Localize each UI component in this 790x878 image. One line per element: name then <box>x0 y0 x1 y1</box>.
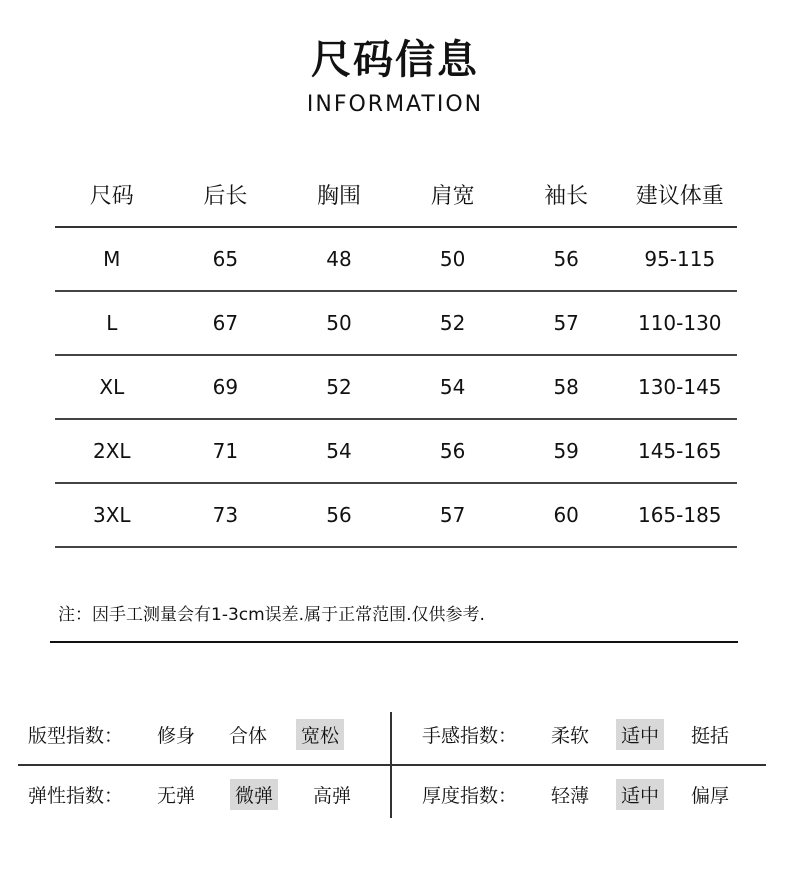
table-cell: 3XL <box>93 503 131 527</box>
table-cell: 58 <box>553 375 579 399</box>
table-cell: 110-130 <box>637 311 722 335</box>
table-row <box>55 356 737 420</box>
page-subtitle: INFORMATION <box>306 92 484 117</box>
table-row <box>55 484 737 548</box>
column-header-size: 尺码 <box>89 183 134 209</box>
fit-option-slim: 修身 <box>157 724 196 747</box>
divider <box>390 712 392 818</box>
column-header-back-length: 后长 <box>203 183 248 209</box>
table-cell: 95-115 <box>644 247 716 271</box>
hand-feel-option-crisp: 挺括 <box>691 724 730 747</box>
table-cell: 52 <box>326 375 352 399</box>
table-cell: 57 <box>553 311 579 335</box>
page-title: 尺码信息 <box>311 37 479 83</box>
table-cell: 59 <box>553 439 579 463</box>
thickness-option-thick: 偏厚 <box>691 784 730 807</box>
elasticity-index-label: 弹性指数： <box>28 784 124 807</box>
table-cell: 48 <box>326 247 352 271</box>
table-row <box>55 228 737 292</box>
thickness-option-medium-selected: 适中 <box>616 779 664 810</box>
hand-feel-index-label: 手感指数： <box>422 724 518 747</box>
elasticity-index-row <box>28 774 356 814</box>
elasticity-option-high: 高弹 <box>313 784 352 807</box>
hand-feel-option-medium-selected: 适中 <box>616 719 664 750</box>
table-row <box>55 292 737 356</box>
table-cell: 67 <box>212 311 239 335</box>
measurement-note: 注：因手工测量会有1-3cm误差.属于正常范围.仅供参考. <box>58 605 485 625</box>
table-cell: 50 <box>326 311 352 335</box>
table-header-row <box>55 162 737 228</box>
table-cell: 2XL <box>93 439 131 463</box>
thickness-index-label: 厚度指数： <box>422 784 518 807</box>
table-cell: 73 <box>212 503 239 527</box>
table-cell: 52 <box>439 311 466 335</box>
divider <box>50 641 738 643</box>
table-cell: 145-165 <box>637 439 722 463</box>
table-cell: 69 <box>212 375 239 399</box>
table-cell: 56 <box>553 247 579 271</box>
table-cell: 50 <box>439 247 466 271</box>
table-cell: 54 <box>439 375 466 399</box>
table-cell: 54 <box>326 439 352 463</box>
table-cell: 130-145 <box>637 375 722 399</box>
table-cell: M <box>103 247 121 271</box>
attribute-grid <box>18 708 766 818</box>
fit-option-loose-selected: 宽松 <box>296 719 344 750</box>
column-header-chest: 胸围 <box>316 183 361 209</box>
hand-feel-index-row <box>422 714 734 754</box>
table-cell: XL <box>99 375 125 399</box>
thickness-index-row <box>422 774 734 814</box>
fit-index-label: 版型指数： <box>28 724 124 747</box>
table-row <box>55 420 737 484</box>
table-cell: 165-185 <box>637 503 722 527</box>
hand-feel-option-soft: 柔软 <box>551 724 590 747</box>
size-table <box>55 162 737 548</box>
table-cell: 56 <box>439 439 466 463</box>
fit-index-row <box>28 714 344 754</box>
table-cell: 60 <box>553 503 579 527</box>
column-header-weight: 建议体重 <box>635 183 724 209</box>
table-cell: 56 <box>326 503 352 527</box>
column-header-sleeve: 袖长 <box>544 183 589 209</box>
elasticity-option-none: 无弹 <box>157 784 196 807</box>
column-header-shoulder: 肩宽 <box>430 183 475 209</box>
fit-option-regular: 合体 <box>229 724 268 747</box>
thickness-option-thin: 轻薄 <box>551 784 590 807</box>
table-cell: L <box>106 311 118 335</box>
divider <box>18 764 766 766</box>
table-cell: 57 <box>439 503 466 527</box>
elasticity-option-slight-selected: 微弹 <box>230 779 278 810</box>
table-cell: 71 <box>212 439 239 463</box>
table-cell: 65 <box>212 247 239 271</box>
